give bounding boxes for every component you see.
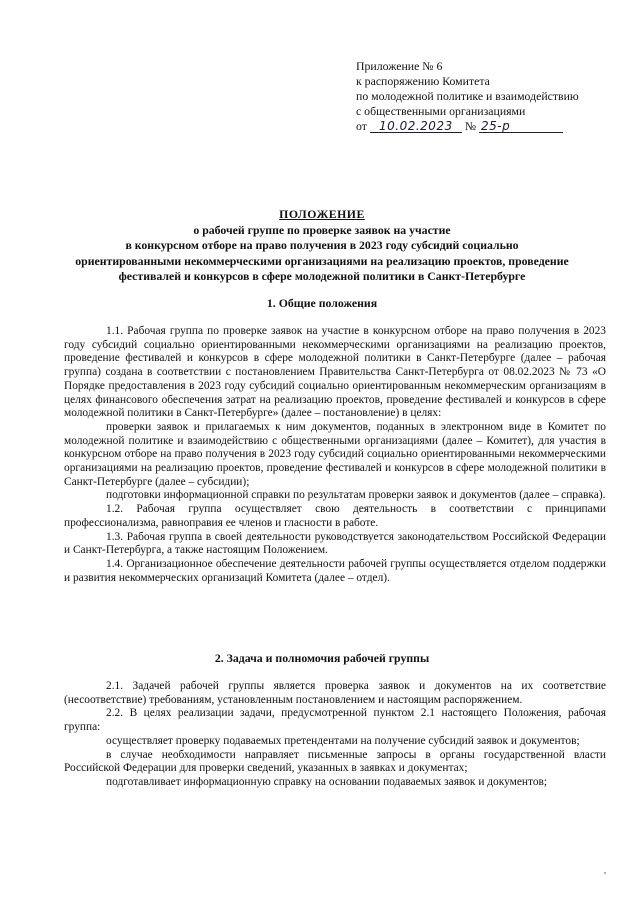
title-line-4: фестивалей и конкурсов в сфере молодежной политики в Санкт-Петербурге (118, 269, 526, 283)
paragraph-2-2-item-a: осуществляет проверку подаваемых претендентами на получение субсидий заявок и документов; (106, 734, 580, 747)
document-title-block (62, 207, 582, 285)
appendix-organizations-line: с общественными организациями (356, 104, 526, 118)
appendix-number: Приложение № 6 (356, 59, 443, 73)
section-1-heading: 1. Общие положения (266, 296, 378, 310)
handwritten-number: 25-р (481, 119, 511, 133)
number-label: № (464, 119, 477, 133)
number-field (479, 120, 563, 133)
section-1-body (64, 325, 606, 585)
paragraph-2-2-item-b: в случае необходимости направляет письменные запросы в органы государственной власти Российской Федерации для проверки сведений, указанных в заявках и документах; (64, 748, 606, 775)
title-line-3: ориентированными некоммерческими организациями на реализацию проектов, проведение (75, 253, 569, 268)
paragraph-1-3: 1.3. Рабочая группа в своей деятельности руководствуется законодательством Российской Федерации и Санкт-Петербурга, а также настоящим Положением. (64, 530, 606, 557)
paragraph-1-1-purpose-b: подготовки информационной справки по результатам проверки заявок и документов (далее – справка). (106, 489, 606, 502)
appendix-committee-line: по молодежной политике и взаимодействию (356, 89, 579, 103)
paragraph-2-2: 2.2. В целях реализации задачи, предусмотренной пунктом 2.1 настоящего Положения, рабочая группа: (64, 707, 606, 734)
paragraph-2-2-item-c: подготавливает информационную справку на основании подаваемых заявок и документов; (106, 775, 548, 788)
document-title: ПОЛОЖЕНИЕ (279, 207, 365, 221)
paragraph-1-2: 1.2. Рабочая группа осуществляет свою деятельность в соответствии с принципами профессионализма, равноправия ее членов и гласности в работе. (64, 503, 606, 529)
date-field (370, 120, 462, 133)
appendix-order-ref: к распоряжению Комитета (356, 74, 490, 88)
handwritten-date: 10.02.2023 (379, 119, 453, 133)
from-label: от (356, 119, 367, 133)
title-line-2: в конкурсном отборе на право получения в 2023 году субсидий социально (125, 238, 519, 252)
appendix-date-number-line (356, 119, 626, 134)
paragraph-2-1: 2.1. Задачей рабочей группы является проверка заявок и документов на их соответствие (несоответствие) требованиям, установленным постановлением и настоящим распоряжением. (64, 680, 606, 706)
paragraph-1-4: 1.4. Организационное обеспечение деятельности рабочей группы осуществляется отделом поддержки и развития некоммерческих организаций Комитета (далее – отдел). (64, 557, 606, 584)
appendix-block (356, 59, 626, 134)
scan-speck (604, 872, 606, 874)
title-line-1: о рабочей группе по проверке заявок на участие (193, 222, 451, 237)
section-2-body (64, 680, 606, 790)
paragraph-1-1: 1.1. Рабочая группа по проверке заявок на участие в конкурсном отборе на право получения в 2023 году субсидий социально ориентированными некоммерческими организациями на реализацию проектов, проведение фестивалей и конкурсов в сфере молодежной политики в Санкт-Петербурге (далее – рабочая группа) создана в соответствии с постановлением Правительства Санкт-Петербурга от 08.02.2023 № 73 «О Порядке предоставления в 2023 году субсидий социально ориентированным некоммерческим организациям в целях финансового обеспечения затрат на реализацию проектов, проведение фестивалей и конкурсов в сфере молодежной политики в Санкт-Петербурге» (далее – постановление) в целях: (64, 325, 606, 420)
paragraph-1-1-purpose-a: проверки заявок и прилагаемых к ним документов, поданных в электронном виде в Комитет по молодежной политике и взаимодействию с общественными организациями (далее – Комитет), для участия в конкурсном отборе на право получения в 2023 году субсидий социально ориентированными некоммерческими организациями на реализацию проектов, проведение фестивалей и конкурсов в сфере молодежной политики в Санкт-Петербурге (далее – субсидии); (64, 420, 606, 488)
section-2-heading: 2. Задача и полномочия рабочей группы (214, 651, 430, 665)
